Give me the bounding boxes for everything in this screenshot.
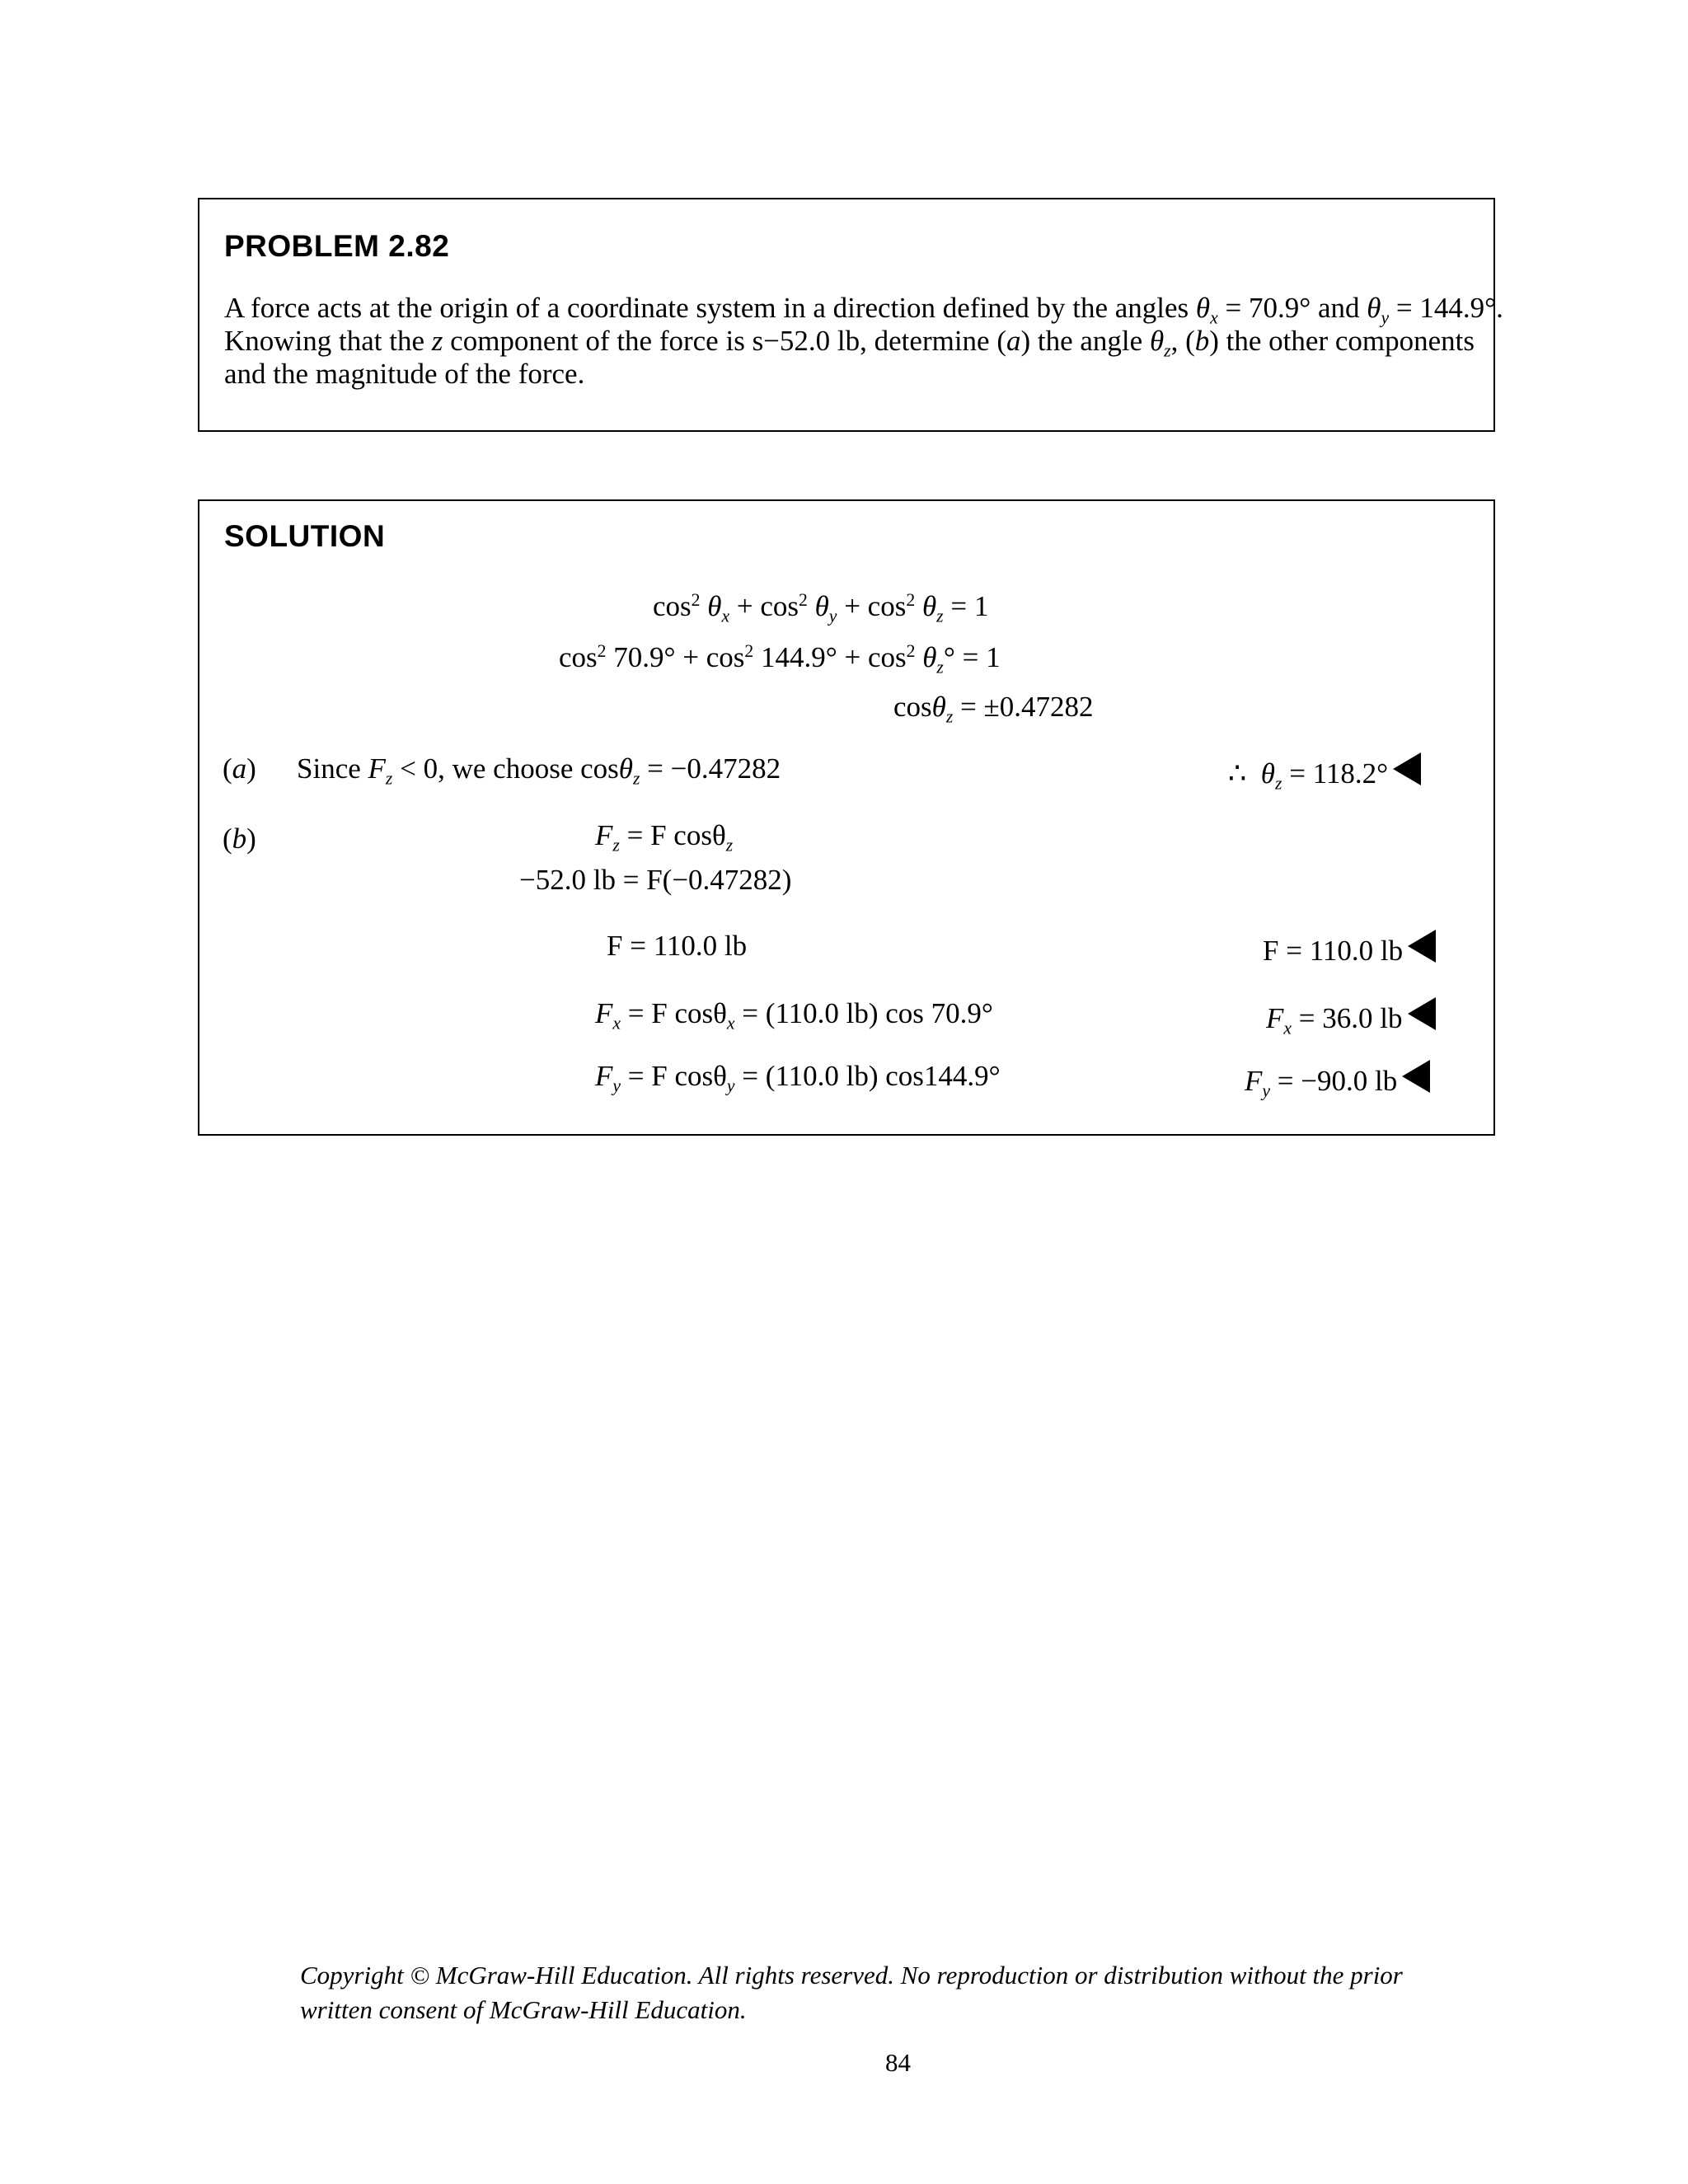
- answer-arrow-icon: [1402, 1060, 1430, 1093]
- solution-heading: SOLUTION: [224, 519, 386, 553]
- problem-text-line-3: and the magnitude of the force.: [224, 358, 585, 390]
- problem-heading: PROBLEM 2.82: [224, 229, 450, 263]
- equation-direction-cosines: $\cos^2 \theta_x + \cos^2 \theta_y + \cos^2 \theta_z = 1$: [653, 590, 989, 626]
- answer-arrow-icon: [1408, 930, 1436, 963]
- part-b-label: (b): [223, 823, 256, 855]
- equation-Fx: $F_x = F$ cosθ$_x$ = (110.0 lb) cos 70.9°: [595, 997, 993, 1033]
- equation-F-result: F = 110.0 lb: [607, 930, 748, 962]
- part-a-label: (a): [223, 752, 256, 785]
- answer-F: F = 110.0 lb: [1263, 930, 1436, 965]
- answer-Fy: $F_y = -90.0$ lb: [1245, 1060, 1430, 1095]
- page-number: 84: [885, 2048, 911, 2077]
- answer-theta-z: ∴ $\theta_z = 118.2^\circ$: [1228, 752, 1421, 788]
- equation-substituted: $\cos^2 70.9^\circ + \cos^2 144.9^\circ + \cos^2 \theta_z^\circ = 1$: [559, 641, 1001, 677]
- answer-arrow-icon: [1393, 752, 1421, 785]
- problem-text-line-1: A force acts at the origin of a coordinate system in a direction defined by the angles $\theta_x = 70.9^\circ$ and $\theta_y = 144.9^\circ$.: [224, 292, 1503, 328]
- answer-arrow-icon: [1408, 997, 1436, 1030]
- part-a-equation: Since $F_z < 0$, we choose cosθ$_z$ = −0.47282: [297, 752, 781, 789]
- equation-Fz-definition: $F_z = F$ cosθ$_z$: [595, 819, 734, 855]
- problem-box: [198, 198, 1503, 432]
- equation-Fy: $F_y = F$ cosθ$_y$ = (110.0 lb) cos144.9°: [595, 1060, 1001, 1096]
- copyright-notice: Copyright © McGraw-Hill Education. All rights reserved. No reproduction or distribution without the prior written consent of McGraw-Hill Education.: [300, 1961, 1403, 2024]
- problem-text-line-2: Knowing that the z component of the force is s−52.0 lb, determine (a) the angle $\theta_z$, (b) the other components: [224, 325, 1475, 361]
- solution-box: [198, 499, 1495, 1136]
- answer-Fx: $F_x = 36.0$ lb: [1266, 997, 1436, 1033]
- equation-cos-theta-z: cosθ$_z$ = ±0.47282: [893, 691, 1094, 727]
- equation-Fz-substituted: −52.0 lb = F(−0.47282): [519, 864, 792, 896]
